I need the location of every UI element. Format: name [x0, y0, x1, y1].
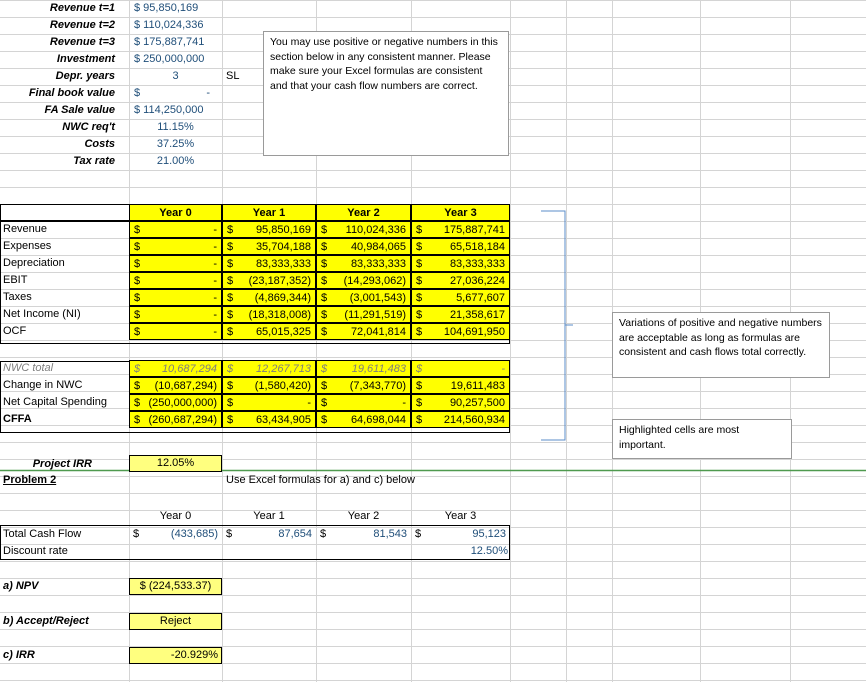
- input-label: Costs: [84, 138, 115, 150]
- cell-y2[interactable]: [316, 411, 411, 428]
- input-label: Final book value: [28, 87, 115, 99]
- cell-y0[interactable]: [129, 289, 222, 306]
- cell-y3[interactable]: [411, 394, 510, 411]
- input-value[interactable]: 37.25%: [156, 138, 195, 150]
- cell-y0[interactable]: [129, 272, 222, 289]
- input-value[interactable]: $: [134, 87, 141, 99]
- input-label: NWC req't: [62, 121, 115, 133]
- currency-symbol: $: [321, 258, 328, 270]
- currency-symbol: $: [416, 363, 423, 375]
- cell-value: (260,687,294): [148, 414, 217, 426]
- cf-year-header: Year 1: [253, 510, 285, 522]
- cell-value: 83,333,333: [255, 258, 311, 270]
- cell-value: -: [501, 363, 505, 375]
- currency-symbol: $: [321, 414, 328, 426]
- cell-value: 21,358,617: [449, 309, 505, 321]
- cell-y1[interactable]: [222, 394, 316, 411]
- currency-symbol: $: [134, 414, 141, 426]
- cell-y3[interactable]: [411, 289, 510, 306]
- input-value-dash: -: [206, 87, 210, 99]
- project-irr-label: Project IRR: [32, 458, 92, 470]
- cell-y0[interactable]: [129, 306, 222, 323]
- currency-symbol: $: [321, 397, 328, 409]
- cell-y2[interactable]: [316, 306, 411, 323]
- cell-value: 64,698,044: [350, 414, 406, 426]
- currency-symbol: $: [415, 528, 422, 540]
- row-label: Net Income (NI): [3, 308, 81, 320]
- cf-amount: (433,685): [170, 528, 218, 540]
- year-header: Year 3: [411, 204, 510, 221]
- cell-y2[interactable]: [316, 289, 411, 306]
- cell-value: 35,704,188: [255, 241, 311, 253]
- cell-value: (10,687,294): [154, 380, 217, 392]
- cell-value: 19,611,483: [450, 380, 505, 392]
- highlight-note: Highlighted cells are most important.: [612, 419, 792, 459]
- cell-y0[interactable]: [129, 377, 222, 394]
- currency-symbol: $: [134, 309, 141, 321]
- currency-symbol: $: [134, 258, 141, 270]
- cell-value: 5,677,607: [456, 292, 505, 304]
- currency-symbol: $: [134, 397, 141, 409]
- input-label: FA Sale value: [44, 104, 115, 116]
- input-label: Investment: [56, 53, 115, 65]
- cell-value: 19,611,483: [351, 363, 406, 375]
- input-value[interactable]: $ 95,850,169: [134, 2, 199, 14]
- variation-note: Variations of positive and negative numbers are acceptable as long as formulas are consistent and cash flows total correctly.: [612, 312, 830, 378]
- cell-y3[interactable]: [411, 255, 510, 272]
- cf-amount: 87,654: [278, 528, 312, 540]
- cell-value: -: [213, 292, 217, 304]
- cell-value: -: [213, 309, 217, 321]
- cell-y3[interactable]: [411, 377, 510, 394]
- cell-value: (4,869,344): [254, 292, 311, 304]
- currency-symbol: $: [227, 292, 234, 304]
- input-label: Depr. years: [55, 70, 115, 82]
- input-value[interactable]: $ 110,024,336: [134, 19, 204, 31]
- cell-y1[interactable]: [222, 272, 316, 289]
- input-value[interactable]: $ 175,887,741: [134, 36, 205, 48]
- cf-year-header: Year 3: [444, 510, 477, 522]
- input-value[interactable]: 3: [172, 70, 179, 82]
- header-outline: [0, 204, 510, 221]
- cell-y0[interactable]: [129, 411, 222, 428]
- cell-y2[interactable]: [316, 272, 411, 289]
- input-extra: SL: [226, 70, 240, 82]
- currency-symbol: $: [321, 363, 328, 375]
- total-cash-flow-label: Total Cash Flow: [3, 528, 82, 540]
- currency-symbol: $: [416, 309, 423, 321]
- cell-value: 72,041,814: [350, 326, 406, 338]
- cell-y3[interactable]: [411, 272, 510, 289]
- currency-symbol: $: [321, 241, 328, 253]
- currency-symbol: $: [416, 241, 423, 253]
- cf-year-header: Year 0: [159, 510, 192, 522]
- cell-y0[interactable]: [129, 238, 222, 255]
- cell-value: -: [307, 397, 311, 409]
- cell-value: 10,687,294: [161, 363, 217, 375]
- cell-value: 27,036,224: [449, 275, 505, 287]
- input-label: Revenue t=3: [49, 36, 115, 48]
- project-irr-value[interactable]: 12.05%: [129, 455, 222, 472]
- cf-value[interactable]: [222, 526, 316, 543]
- row-label: Depreciation: [3, 257, 65, 269]
- cell-value: (250,000,000): [148, 397, 217, 409]
- discount-rate-label: Discount rate: [3, 545, 68, 557]
- row-label: Taxes: [3, 291, 32, 303]
- cell-value: 214,560,934: [443, 414, 505, 426]
- currency-symbol: $: [321, 224, 328, 236]
- cf-amount: 95,123: [472, 528, 506, 540]
- cell-y2[interactable]: [316, 377, 411, 394]
- cell-y1[interactable]: [222, 411, 316, 428]
- cell-value: (1,580,420): [254, 380, 311, 392]
- col-divider: [411, 204, 412, 221]
- currency-symbol: $: [321, 275, 328, 287]
- currency-symbol: $: [227, 380, 234, 392]
- cell-value: 63,434,905: [255, 414, 311, 426]
- row-label: OCF: [3, 325, 27, 337]
- cell-y3[interactable]: [411, 238, 510, 255]
- cell-y1[interactable]: [222, 221, 316, 238]
- currency-symbol: $: [227, 275, 234, 287]
- cell-value: (18,318,008): [248, 309, 311, 321]
- input-label: Revenue t=2: [49, 19, 115, 31]
- cell-value: -: [213, 224, 217, 236]
- cell-value: 12,267,713: [255, 363, 311, 375]
- cell-value: 95,850,169: [255, 224, 311, 236]
- currency-symbol: $: [227, 326, 234, 338]
- cell-value: 175,887,741: [443, 224, 505, 236]
- col-divider: [316, 204, 317, 221]
- row-label: Net Capital Spending: [3, 396, 107, 408]
- cell-y3[interactable]: [411, 221, 510, 238]
- row-label: Change in NWC: [3, 379, 83, 391]
- cell-value: (14,293,062): [343, 275, 406, 287]
- answer-label: a) NPV: [3, 580, 39, 592]
- cell-y2[interactable]: [316, 255, 411, 272]
- problem-2-instruction: Use Excel formulas for a) and c) below: [226, 474, 415, 486]
- input-label: Revenue t=1: [49, 2, 115, 14]
- cell-y1[interactable]: [222, 238, 316, 255]
- year-header: Year 2: [316, 204, 411, 221]
- input-value[interactable]: $ 250,000,000: [134, 53, 205, 65]
- currency-symbol: $: [416, 258, 423, 270]
- currency-symbol: $: [134, 380, 141, 392]
- answer-value[interactable]: Reject: [129, 613, 222, 630]
- cell-value: (3,001,543): [349, 292, 406, 304]
- currency-symbol: $: [133, 528, 140, 540]
- cell-y0[interactable]: [129, 323, 222, 340]
- cell-value: 65,518,184: [449, 241, 505, 253]
- currency-symbol: $: [416, 326, 423, 338]
- cell-value: -: [402, 397, 406, 409]
- cell-y1[interactable]: [222, 360, 316, 377]
- cell-value: 83,333,333: [449, 258, 505, 270]
- col-divider: [222, 204, 223, 221]
- row-label: EBIT: [3, 274, 28, 286]
- cell-y0[interactable]: [129, 255, 222, 272]
- currency-symbol: $: [227, 363, 234, 375]
- input-label: Tax rate: [73, 155, 115, 167]
- cell-y2[interactable]: [316, 238, 411, 255]
- cell-y3[interactable]: [411, 411, 510, 428]
- cell-value: (7,343,770): [349, 380, 406, 392]
- cell-y1[interactable]: [222, 289, 316, 306]
- currency-symbol: $: [227, 309, 234, 321]
- currency-symbol: $: [134, 275, 141, 287]
- year-header: Year 1: [222, 204, 316, 221]
- cell-y0[interactable]: [129, 394, 222, 411]
- currency-symbol: $: [320, 528, 327, 540]
- year-header: Year 0: [129, 204, 222, 221]
- cell-y1[interactable]: [222, 323, 316, 340]
- currency-symbol: $: [416, 275, 423, 287]
- cell-y2[interactable]: [316, 221, 411, 238]
- answer-label: c) IRR: [3, 649, 35, 661]
- problem-2-title: Problem 2: [3, 474, 57, 486]
- currency-symbol: $: [227, 258, 234, 270]
- currency-symbol: $: [321, 326, 328, 338]
- cf-value[interactable]: [316, 526, 411, 543]
- cell-value: (23,187,352): [248, 275, 311, 287]
- currency-symbol: $: [134, 326, 141, 338]
- cell-value: -: [213, 241, 217, 253]
- cell-y3[interactable]: [411, 360, 510, 377]
- cell-y2[interactable]: [316, 394, 411, 411]
- currency-symbol: $: [416, 380, 423, 392]
- currency-symbol: $: [416, 397, 423, 409]
- currency-symbol: $: [226, 528, 233, 540]
- cell-value: 40,984,065: [350, 241, 406, 253]
- currency-symbol: $: [321, 292, 328, 304]
- currency-symbol: $: [134, 241, 141, 253]
- cell-y3[interactable]: [411, 323, 510, 340]
- input-value[interactable]: 11.15%: [157, 121, 194, 133]
- cf-amount: 81,543: [373, 528, 407, 540]
- input-value[interactable]: $ 114,250,000: [134, 104, 204, 116]
- currency-symbol: $: [227, 397, 234, 409]
- cell-value: 104,691,950: [443, 326, 505, 338]
- cell-value: 83,333,333: [350, 258, 406, 270]
- col-divider: [129, 204, 130, 221]
- row-label: CFFA: [3, 413, 32, 425]
- currency-symbol: $: [321, 309, 328, 321]
- cell-y2[interactable]: [316, 360, 411, 377]
- cell-y3[interactable]: [411, 306, 510, 323]
- currency-symbol: $: [416, 414, 423, 426]
- discount-rate-value[interactable]: 12.50%: [470, 545, 508, 557]
- currency-symbol: $: [134, 292, 141, 304]
- answer-label: b) Accept/Reject: [3, 615, 89, 627]
- row-label: Revenue: [3, 223, 48, 235]
- row-label: NWC total: [3, 362, 54, 374]
- currency-symbol: $: [416, 292, 423, 304]
- cell-y1[interactable]: [222, 306, 316, 323]
- currency-symbol: $: [227, 414, 234, 426]
- cell-value: -: [213, 326, 217, 338]
- cell-value: -: [213, 258, 217, 270]
- cell-y1[interactable]: [222, 255, 316, 272]
- input-value[interactable]: 21.00%: [156, 155, 195, 167]
- cell-value: -: [213, 275, 217, 287]
- currency-symbol: $: [227, 241, 234, 253]
- cf-value[interactable]: [129, 526, 222, 543]
- answer-value[interactable]: -20.929%: [129, 647, 222, 664]
- cell-y2[interactable]: [316, 323, 411, 340]
- cf-value[interactable]: [411, 526, 510, 543]
- currency-symbol: $: [134, 224, 141, 236]
- cell-value: (11,291,519): [344, 309, 406, 321]
- cf-year-header: Year 2: [347, 510, 380, 522]
- currency-symbol: $: [134, 363, 141, 375]
- cell-value: 110,024,336: [345, 224, 406, 236]
- row-label: Expenses: [3, 240, 52, 252]
- answer-value[interactable]: $ (224,533.37): [129, 578, 222, 595]
- cell-value: 65,015,325: [255, 326, 311, 338]
- currency-symbol: $: [227, 224, 234, 236]
- currency-symbol: $: [416, 224, 423, 236]
- cell-y0[interactable]: [129, 221, 222, 238]
- cell-y1[interactable]: [222, 377, 316, 394]
- instruction-note: You may use positive or negative numbers in this section below in any consistent manner. Please make sure your Excel formulas are consistent and that your cash flow numbers are correct.: [263, 31, 509, 156]
- currency-symbol: $: [321, 380, 328, 392]
- cell-value: 90,257,500: [449, 397, 505, 409]
- cell-y0[interactable]: [129, 360, 222, 377]
